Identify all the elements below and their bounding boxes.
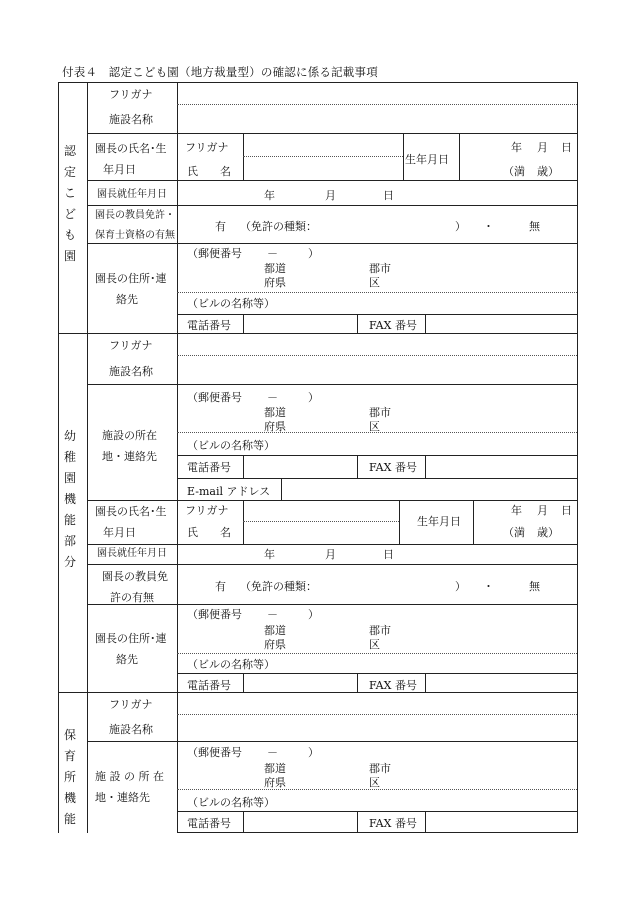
section-label-youchien: 幼 稚 園 機 能 部 分 bbox=[63, 429, 76, 569]
s2-license-label-a: 園長の教員免 bbox=[102, 570, 168, 583]
s2-furigana-label: フリガナ bbox=[109, 339, 153, 352]
s1-name-label-b: 名 bbox=[220, 165, 231, 178]
s1-ad-day: 日 bbox=[383, 189, 394, 202]
s2-gunshi: 郡市 bbox=[369, 406, 391, 419]
s2-license-label-b: 許の有無 bbox=[110, 591, 154, 604]
s1-postal-close: ） bbox=[308, 247, 319, 260]
s2-dir-phone-label: 電話番号 bbox=[187, 679, 231, 692]
s2-license-no[interactable]: 無 bbox=[529, 580, 540, 593]
s3-phone-label: 電話番号 bbox=[187, 817, 231, 830]
s1-bd-year: 年 bbox=[511, 141, 522, 154]
s1-director-name-label-a: 園長の氏名･生 bbox=[95, 142, 167, 155]
s2-birthdate-label: 生年月日 bbox=[417, 515, 461, 528]
s1-license-type-close: ） bbox=[455, 220, 466, 233]
s1-license-type-label: （免許の種類： bbox=[240, 220, 317, 233]
s3-ku: 区 bbox=[369, 776, 380, 789]
s2-bd-month: 月 bbox=[537, 504, 548, 517]
s2-dir-ku: 区 bbox=[369, 638, 380, 651]
s2-location-label-a: 施設の所在 bbox=[102, 429, 157, 442]
s3-postal-dash: － bbox=[267, 746, 278, 759]
s1-appointment-date-label: 園長就任年月日 bbox=[97, 189, 167, 200]
s1-license-label-b: 保育士資格の有無 bbox=[95, 230, 175, 241]
s3-fax-input[interactable] bbox=[425, 813, 577, 832]
s2-fax-label: FAX 番号 bbox=[369, 461, 417, 474]
s2-dir-postal-label: （郵便番号 bbox=[187, 608, 242, 621]
s2-name-input[interactable] bbox=[243, 501, 399, 543]
s2-facility-name-label: 施設名称 bbox=[109, 365, 153, 378]
s3-facility-furigana-input[interactable] bbox=[179, 695, 577, 715]
s1-fuken: 府県 bbox=[264, 276, 286, 289]
s1-birthdate-label: 生年月日 bbox=[405, 153, 449, 166]
s1-gunshi: 郡市 bbox=[369, 262, 391, 275]
s2-dir-building-label: （ビルの名称等） bbox=[187, 658, 275, 671]
s1-license-sep: ・ bbox=[483, 220, 494, 233]
s1-ku: 区 bbox=[369, 276, 380, 289]
s2-facility-furigana-input[interactable] bbox=[179, 336, 577, 356]
s2-fax-input[interactable] bbox=[425, 457, 577, 477]
s2-appointment-date-label: 園長就任年月日 bbox=[97, 548, 167, 559]
s3-building-label: （ビルの名称等） bbox=[187, 796, 275, 809]
s2-facility-name-input[interactable] bbox=[179, 358, 577, 384]
s1-facility-name-input[interactable] bbox=[179, 106, 577, 131]
s2-bd-day: 日 bbox=[561, 504, 572, 517]
s1-name-label-a: 氏 bbox=[187, 165, 198, 178]
form-table bbox=[58, 82, 578, 833]
s2-building-label: （ビルの名称等） bbox=[187, 439, 275, 452]
s2-email-input[interactable] bbox=[283, 480, 577, 500]
s1-age-open: （満 bbox=[503, 165, 525, 178]
s1-facility-name-label: 施設名称 bbox=[109, 113, 153, 126]
s2-ku: 区 bbox=[369, 420, 380, 433]
s1-fax-input[interactable] bbox=[425, 316, 577, 332]
s2-phone-input[interactable] bbox=[243, 457, 357, 477]
s3-furigana-label: フリガナ bbox=[109, 698, 153, 711]
s2-license-type-label: （免許の種類： bbox=[240, 580, 317, 593]
s3-postal-close: ） bbox=[308, 746, 319, 759]
s2-postal-dash: － bbox=[267, 391, 278, 404]
s1-name-input[interactable] bbox=[243, 135, 403, 179]
s1-bd-day: 日 bbox=[561, 141, 572, 154]
s3-todo: 都道 bbox=[264, 762, 286, 775]
s2-postal-label: （郵便番号 bbox=[187, 391, 242, 404]
s1-building-label: （ビルの名称等） bbox=[187, 297, 275, 310]
s1-facility-furigana-input[interactable] bbox=[179, 85, 577, 105]
s2-license-yes[interactable]: 有 bbox=[215, 580, 226, 593]
s1-address-label-a: 園長の住所･連 bbox=[95, 272, 167, 285]
s2-license-sep: ・ bbox=[483, 580, 494, 593]
s2-email-label: E-mail アドレス bbox=[187, 485, 271, 498]
s3-facility-name-input[interactable] bbox=[179, 716, 577, 741]
s1-age-close: 歳） bbox=[537, 165, 559, 178]
s3-fax-label: FAX 番号 bbox=[369, 817, 417, 830]
s3-location-label-b: 地・連絡先 bbox=[95, 791, 150, 804]
s1-name-furigana-label: フリガナ bbox=[185, 141, 229, 154]
s2-director-name-label-a: 園長の氏名･生 bbox=[95, 505, 167, 518]
form-title: 付表４ 認定こども園（地方裁量型）の確認に係る記載事項 bbox=[62, 65, 378, 79]
s3-postal-label: （郵便番号 bbox=[187, 746, 242, 759]
s1-postal-label: （郵便番号 bbox=[187, 247, 242, 260]
s1-postal-dash: － bbox=[267, 247, 278, 260]
s2-dir-fuken: 府県 bbox=[264, 638, 286, 651]
s2-phone-label: 電話番号 bbox=[187, 461, 231, 474]
s2-name-label-b: 名 bbox=[220, 526, 231, 539]
s2-todo: 都道 bbox=[264, 406, 286, 419]
s1-todo: 都道 bbox=[264, 262, 286, 275]
s2-ad-month: 月 bbox=[325, 548, 336, 561]
s1-fax-label: FAX 番号 bbox=[369, 319, 417, 332]
s3-gunshi: 郡市 bbox=[369, 762, 391, 775]
s1-phone-input[interactable] bbox=[243, 316, 357, 332]
s1-license-yes[interactable]: 有 bbox=[215, 220, 226, 233]
s2-dir-postal-close: ） bbox=[308, 608, 319, 621]
s2-age-close: 歳） bbox=[537, 526, 559, 539]
section-label-kodomoen: 認 定 こ ど も 園 bbox=[63, 144, 76, 263]
s2-bd-year: 年 bbox=[511, 504, 522, 517]
s3-location-label-a: 施 設 の 所 在 bbox=[95, 770, 164, 783]
s2-dir-postal-dash: － bbox=[267, 608, 278, 621]
s1-furigana-label: フリガナ bbox=[109, 88, 153, 101]
section-label-hoikusho: 保 育 所 機 能 bbox=[63, 728, 76, 826]
s1-phone-label: 電話番号 bbox=[187, 319, 231, 332]
s3-phone-input[interactable] bbox=[243, 813, 357, 832]
s2-license-type-close: ） bbox=[455, 580, 466, 593]
s2-name-label-a: 氏 bbox=[187, 526, 198, 539]
s1-license-label-a: 園長の教員免許・ bbox=[95, 210, 175, 221]
s2-name-furigana-label: フリガナ bbox=[185, 504, 229, 517]
s2-address-label-a: 園長の住所･連 bbox=[95, 632, 167, 645]
s1-ad-month: 月 bbox=[325, 189, 336, 202]
s3-fuken: 府県 bbox=[264, 776, 286, 789]
s2-dir-gunshi: 郡市 bbox=[369, 624, 391, 637]
s1-ad-year: 年 bbox=[264, 189, 275, 202]
s2-ad-year: 年 bbox=[264, 548, 275, 561]
s1-bd-month: 月 bbox=[537, 141, 548, 154]
s1-license-no[interactable]: 無 bbox=[529, 220, 540, 233]
s3-facility-name-label: 施設名称 bbox=[109, 723, 153, 736]
s2-ad-day: 日 bbox=[383, 548, 394, 561]
s2-director-name-label-b: 年月日 bbox=[103, 526, 136, 539]
s2-location-label-b: 地・連絡先 bbox=[102, 450, 157, 463]
s1-director-name-label-b: 年月日 bbox=[103, 163, 136, 176]
s1-address-label-b: 絡先 bbox=[116, 293, 138, 306]
s2-dir-fax-label: FAX 番号 bbox=[369, 679, 417, 692]
s2-age-open: （満 bbox=[503, 526, 525, 539]
s2-fuken: 府県 bbox=[264, 420, 286, 433]
s2-dir-fax-input[interactable] bbox=[425, 675, 577, 693]
s2-dir-phone-input[interactable] bbox=[243, 675, 357, 693]
s2-address-label-b: 絡先 bbox=[116, 653, 138, 666]
s2-postal-close: ） bbox=[308, 391, 319, 404]
s2-dir-todo: 都道 bbox=[264, 624, 286, 637]
